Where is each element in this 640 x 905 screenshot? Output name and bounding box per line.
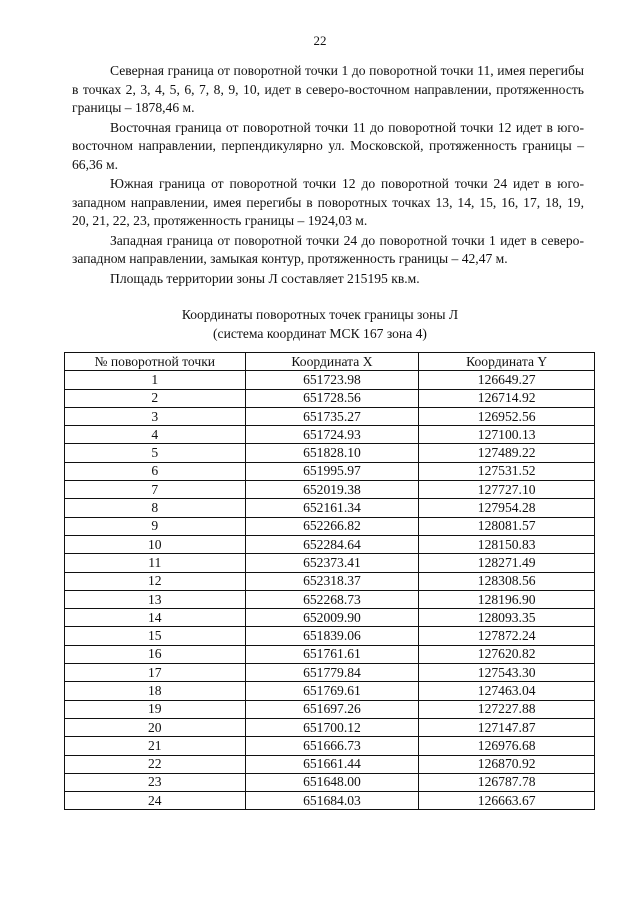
point-number-cell: 19 — [65, 700, 246, 718]
coordinate-x-cell: 652284.64 — [245, 535, 419, 553]
point-number-cell: 4 — [65, 426, 246, 444]
point-number-cell: 21 — [65, 737, 246, 755]
point-number-cell: 6 — [65, 462, 246, 480]
coordinate-y-cell: 126787.78 — [419, 773, 595, 791]
table-row — [65, 755, 595, 773]
table-caption — [0, 305, 640, 343]
coordinate-y-cell: 128308.56 — [419, 572, 595, 590]
table-row — [65, 389, 595, 407]
coordinate-x-cell: 651769.61 — [245, 682, 419, 700]
point-number-cell: 15 — [65, 627, 246, 645]
coordinate-x-cell: 652019.38 — [245, 481, 419, 499]
table-row — [65, 737, 595, 755]
coordinate-y-cell: 128271.49 — [419, 554, 595, 572]
table-row — [65, 426, 595, 444]
coordinate-y-cell: 127620.82 — [419, 645, 595, 663]
table-row — [65, 627, 595, 645]
point-number-cell: 16 — [65, 645, 246, 663]
table-row — [65, 517, 595, 535]
point-number-cell: 1 — [65, 371, 246, 389]
coordinate-y-cell: 127727.10 — [419, 481, 595, 499]
point-number-cell: 5 — [65, 444, 246, 462]
body-text — [72, 62, 584, 289]
table-row — [65, 792, 595, 810]
coordinate-x-cell: 652266.82 — [245, 517, 419, 535]
table-row — [65, 407, 595, 425]
coordinate-y-cell: 127531.52 — [419, 462, 595, 480]
table-row — [65, 371, 595, 389]
coordinate-x-cell: 652268.73 — [245, 590, 419, 608]
table-row — [65, 718, 595, 736]
table-header-row — [65, 353, 595, 371]
table-row — [65, 773, 595, 791]
paragraph-east-boundary: Восточная граница от поворотной точки 11 до поворотной точки 12 идет в юго-восточном направлении, перпендикулярно ул. Московской, протяженность границы – 66,36 м. — [72, 119, 584, 172]
table-row — [65, 590, 595, 608]
header-coordinate-y: Координата Y — [419, 353, 595, 371]
point-number-cell: 3 — [65, 407, 246, 425]
table-row — [65, 645, 595, 663]
point-number-cell: 20 — [65, 718, 246, 736]
coordinate-x-cell: 651697.26 — [245, 700, 419, 718]
paragraph-west-boundary: Западная граница от поворотной точки 24 до поворотной точки 1 идет в северо-западном направлении, замыкая контур, протяженность границы – 42,47 м. — [72, 232, 584, 266]
table-row — [65, 700, 595, 718]
point-number-cell: 10 — [65, 535, 246, 553]
point-number-cell: 23 — [65, 773, 246, 791]
paragraph-area: Площадь территории зоны Л составляет 215195 кв.м. — [110, 270, 420, 286]
coordinate-y-cell: 126649.27 — [419, 371, 595, 389]
table-row — [65, 481, 595, 499]
table-row — [65, 444, 595, 462]
coordinate-x-cell: 652161.34 — [245, 499, 419, 517]
table-row — [65, 572, 595, 590]
coordinate-x-cell: 651648.00 — [245, 773, 419, 791]
point-number-cell: 9 — [65, 517, 246, 535]
coordinate-y-cell: 127463.04 — [419, 682, 595, 700]
table-row — [65, 462, 595, 480]
coordinate-x-cell: 651995.97 — [245, 462, 419, 480]
point-number-cell: 2 — [65, 389, 246, 407]
coordinate-x-cell: 651735.27 — [245, 407, 419, 425]
point-number-cell: 12 — [65, 572, 246, 590]
point-number-cell: 22 — [65, 755, 246, 773]
coordinate-x-cell: 651700.12 — [245, 718, 419, 736]
coordinate-x-cell: 651761.61 — [245, 645, 419, 663]
coordinate-y-cell: 128081.57 — [419, 517, 595, 535]
coordinate-x-cell: 651828.10 — [245, 444, 419, 462]
coordinates-table — [64, 352, 595, 810]
coordinate-x-cell: 652373.41 — [245, 554, 419, 572]
table-subtitle: (система координат МСК 167 зона 4) — [213, 326, 427, 341]
coordinate-x-cell: 652318.37 — [245, 572, 419, 590]
coordinate-x-cell: 651779.84 — [245, 664, 419, 682]
point-number-cell: 13 — [65, 590, 246, 608]
coordinate-y-cell: 127543.30 — [419, 664, 595, 682]
coordinate-y-cell: 126663.67 — [419, 792, 595, 810]
table-row — [65, 664, 595, 682]
coordinate-x-cell: 651839.06 — [245, 627, 419, 645]
page-number: 22 — [313, 33, 327, 48]
point-number-cell: 14 — [65, 609, 246, 627]
coordinate-y-cell: 126976.68 — [419, 737, 595, 755]
paragraph-north-boundary: Северная граница от поворотной точки 1 до поворотной точки 11, имея перегибы в точках 2, 3, 4, 5, 6, 7, 8, 9, 10, идет в северо-восточном направлении, протяженность границы – 1878,46 м. — [72, 63, 584, 115]
header-coordinate-x: Координата X — [245, 353, 419, 371]
table-title: Координаты поворотных точек границы зоны Л — [181, 307, 459, 322]
coordinate-x-cell: 651666.73 — [245, 737, 419, 755]
coordinate-y-cell: 127227.88 — [419, 700, 595, 718]
table-body — [65, 371, 595, 810]
coordinate-y-cell: 127489.22 — [419, 444, 595, 462]
point-number-cell: 24 — [65, 792, 246, 810]
coordinate-x-cell: 652009.90 — [245, 609, 419, 627]
coordinate-y-cell: 127872.24 — [419, 627, 595, 645]
coordinate-y-cell: 127100.13 — [419, 426, 595, 444]
table-row — [65, 554, 595, 572]
coordinate-y-cell: 127147.87 — [419, 718, 595, 736]
point-number-cell: 17 — [65, 664, 246, 682]
coordinate-x-cell: 651723.98 — [245, 371, 419, 389]
table-row — [65, 609, 595, 627]
coordinate-y-cell: 126714.92 — [419, 389, 595, 407]
coordinate-y-cell: 128196.90 — [419, 590, 595, 608]
coordinate-x-cell: 651661.44 — [245, 755, 419, 773]
coordinate-y-cell: 128093.35 — [419, 609, 595, 627]
coordinate-x-cell: 651728.56 — [245, 389, 419, 407]
coordinate-x-cell: 651724.93 — [245, 426, 419, 444]
point-number-cell: 7 — [65, 481, 246, 499]
coordinate-y-cell: 127954.28 — [419, 499, 595, 517]
point-number-cell: 11 — [65, 554, 246, 572]
table-row — [65, 682, 595, 700]
coordinate-y-cell: 126952.56 — [419, 407, 595, 425]
paragraph-south-boundary: Южная граница от поворотной точки 12 до поворотной точки 24 идет в юго-западном направлении, имея перегибы в поворотных точках 13, 14, 15, 16, 17, 18, 19, 20, 21, 22, 23, протяженность границы – 1924,03 м. — [72, 176, 584, 228]
coordinate-y-cell: 128150.83 — [419, 535, 595, 553]
header-point-number: № поворотной точки — [65, 353, 246, 371]
table-row — [65, 499, 595, 517]
point-number-cell: 18 — [65, 682, 246, 700]
point-number-cell: 8 — [65, 499, 246, 517]
coordinate-x-cell: 651684.03 — [245, 792, 419, 810]
coordinate-y-cell: 126870.92 — [419, 755, 595, 773]
table-row — [65, 535, 595, 553]
